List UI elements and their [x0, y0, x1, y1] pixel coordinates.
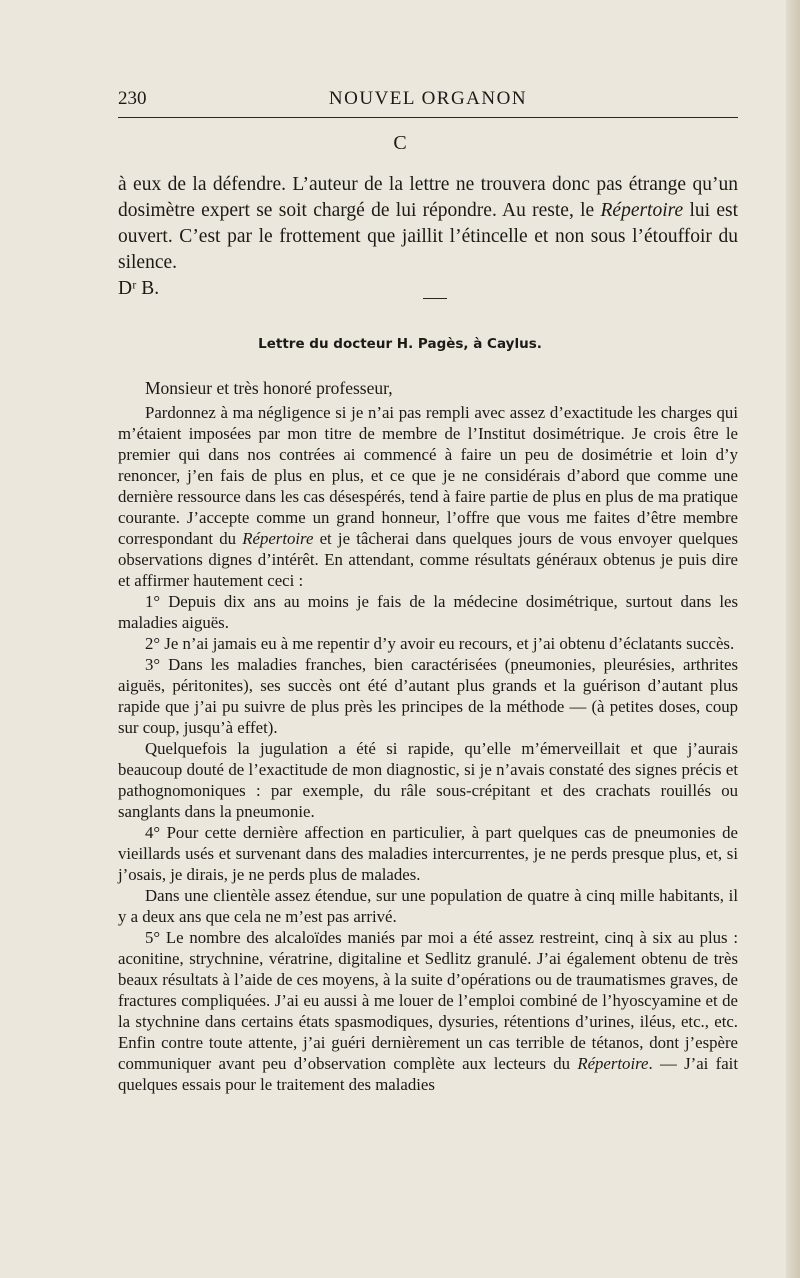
- letter-body: [118, 402, 738, 1095]
- header-rule: [118, 117, 738, 118]
- page-number: 230: [118, 88, 147, 109]
- letter-paragraph: Quelquefois la jugulation a été si rapide, qu’elle m’émerveillait et que j’aurais beaucoup douté de l’exactitude de mon diagnostic, si je n’avais constaté des signes précis et pathognomoniques : par exemple, du râle sous-crépitant et des crachats rouillés ou sanglants dans la pneumonie.: [118, 739, 738, 821]
- continuation-paragraph: à eux de la défendre. L’auteur de la lettre ne trouvera donc pas étrange qu’un dosimètre expert se soit chargé de lui répondre. Au reste, le Répertoire lui est ouvert. C’est par le frottement que jaillit l’étincelle et non sous l’étouffoir du silence.: [118, 174, 738, 273]
- author-signoff: Dʳ B.: [118, 278, 160, 299]
- letter-title: Lettre du docteur H. Pagès, à Caylus.: [258, 336, 542, 352]
- journal-name: Répertoire: [577, 1054, 649, 1073]
- letter-paragraph: 2° Je n’ai jamais eu à me repentir d’y avoir eu recours, et j’ai obtenu d’éclatants succès.: [145, 634, 735, 653]
- letter-paragraph: 3° Dans les maladies franches, bien caractérisées (pneumonies, pleurésies, arthrites aiguës, péritonites), ses succès ont été d’autant plus grands et la guérison d’autant plus rapide que j’ai pu suivre de plus près les principes de la méthode — (à petites doses, coup sur coup, jusqu’à effet).: [118, 655, 738, 737]
- letter-paragraph: 5° Le nombre des alcaloïdes maniés par moi a été assez restreint, cinq à six au plus : aconitine, strychnine, vératrine, digitaline et Sedlitz granulé. J’ai également obtenu de très beaux résultats à l’aide de ces moyens, à la suite d’opérations ou de traumatismes graves, de fractures compliquées. J’ai eu aussi à me louer de l’emploi combiné de l’hyoscyamine et de la stychnine dans certains états spasmodiques, dysuries, rétentions d’urines, iléus, etc., etc. Enfin contre toute attente, j’ai guéri dernièrement un cas terrible de tétanos, dont j’espère communiquer avant peu d’observation complète aux lecteurs du Répertoire. — J’ai fait quelques essais pour le traitement des maladies: [118, 928, 739, 1094]
- journal-name: Répertoire: [242, 529, 314, 548]
- letter-paragraph: Dans une clientèle assez étendue, sur une population de quatre à cinq mille habitants, il y a deux ans que cela ne m’est pas arrivé.: [118, 886, 738, 926]
- journal-name: Répertoire: [600, 200, 684, 221]
- signature-mark: C: [393, 132, 407, 154]
- section-separator: [423, 298, 447, 299]
- letter-paragraph: 1° Depuis dix ans au moins je fais de la médecine dosimétrique, surtout dans les maladies aiguës.: [118, 592, 738, 632]
- page-spine-shadow: [786, 0, 800, 1278]
- letter-paragraph: Pardonnez à ma négligence si je n’ai pas rempli avec assez d’exactitude les charges qui m’étaient imposées par mon titre de membre de l’Institut dosimétrique. Je crois être le premier qui dans nos contrées ai commencé à faire un peu de dosimétrie et loin d’y renoncer, j’en fais de plus en plus, et ce que je ne considérais d’abord que comme une dernière ressource dans les cas désespérés, tend à faire partie de plus en plus de ma pratique courante. J’accepte comme un grand honneur, l’offre que vous me faites d’être membre correspondant du Répertoire et je tâcherai dans quelques jours de vous envoyer quelques observations dignes d’intérêt. En attendant, comme résultats généraux obtenus je puis dire et affirmer hautement ceci :: [118, 403, 738, 590]
- letter-paragraph: 4° Pour cette dernière affection en particulier, à part quelques cas de pneumonies de vieillards usés et survenant dans des maladies intercurrentes, je ne perds presque plus, et, si j’osais, je dirais, je ne perds plus de malades.: [118, 823, 738, 884]
- previous-article-ending: [118, 172, 738, 302]
- running-title: NOUVEL ORGANON: [328, 88, 528, 109]
- letter-salutation: Monsieur et très honoré professeur,: [145, 378, 393, 398]
- page-header: [118, 88, 738, 114]
